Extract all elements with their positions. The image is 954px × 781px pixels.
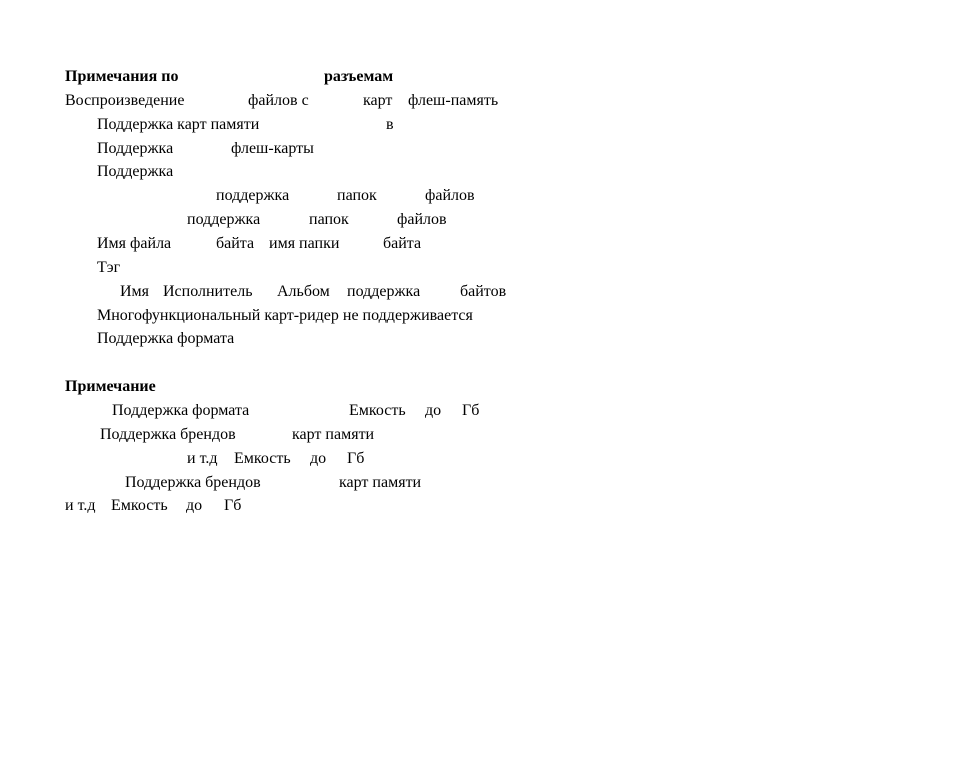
text-flash-memory: флеш-память [408,92,499,109]
text-folders: папок [337,187,377,204]
text-bytes: байта [383,235,422,252]
text-up-to: до [186,497,203,514]
text-format-support: Поддержка формата [112,402,250,419]
text-memory-cards: карт памяти [339,474,422,491]
text-format-support: Поддержка формата [97,330,235,347]
text-support: Поддержка [97,163,174,180]
text-tag: Тэг [97,259,121,276]
text-memory-card-support: Поддержка карт памяти [97,116,260,133]
text-folders: папок [309,211,349,228]
text-brand-support: Поддержка брендов [100,426,236,443]
text-in: в [386,116,394,133]
text-support-lower: поддержка [216,187,290,204]
section-heading-notes-part1: Примечания по [65,68,179,85]
text-gb: Гб [224,497,242,514]
text-flash-cards: флеш-карты [231,140,314,157]
text-up-to: до [425,402,442,419]
section-heading-note: Примечание [65,378,156,395]
text-playback: Воспроизведение [65,92,185,109]
text-up-to: до [310,450,327,467]
text-folder-name: имя папки [269,235,340,252]
text-support-lower: поддержка [187,211,261,228]
text-bytes: байта [216,235,255,252]
text-memory-cards: карт памяти [292,426,375,443]
text-name: Имя [120,283,150,300]
text-album: Альбом [277,283,330,300]
text-multi-card-reader-not-supported: Многофункциональный карт-ридер не поддерживается [97,307,473,324]
text-etc: и т.д [65,497,96,514]
text-files-from: файлов с [248,92,309,109]
text-etc: и т.д [187,450,218,467]
text-brand-support: Поддержка брендов [125,474,261,491]
text-gb: Гб [462,402,480,419]
text-file-name: Имя файла [97,235,172,252]
text-cards: карт [363,92,393,109]
text-files: файлов [397,211,447,228]
text-support-lower: поддержка [347,283,421,300]
text-capacity: Емкость [349,402,406,419]
text-capacity: Емкость [234,450,291,467]
text-bytes-plural: байтов [460,283,507,300]
text-gb: Гб [347,450,365,467]
text-support: Поддержка [97,140,174,157]
text-files: файлов [425,187,475,204]
section-heading-notes-part2: разъемам [324,68,394,85]
text-capacity: Емкость [111,497,168,514]
text-artist: Исполнитель [163,283,253,300]
